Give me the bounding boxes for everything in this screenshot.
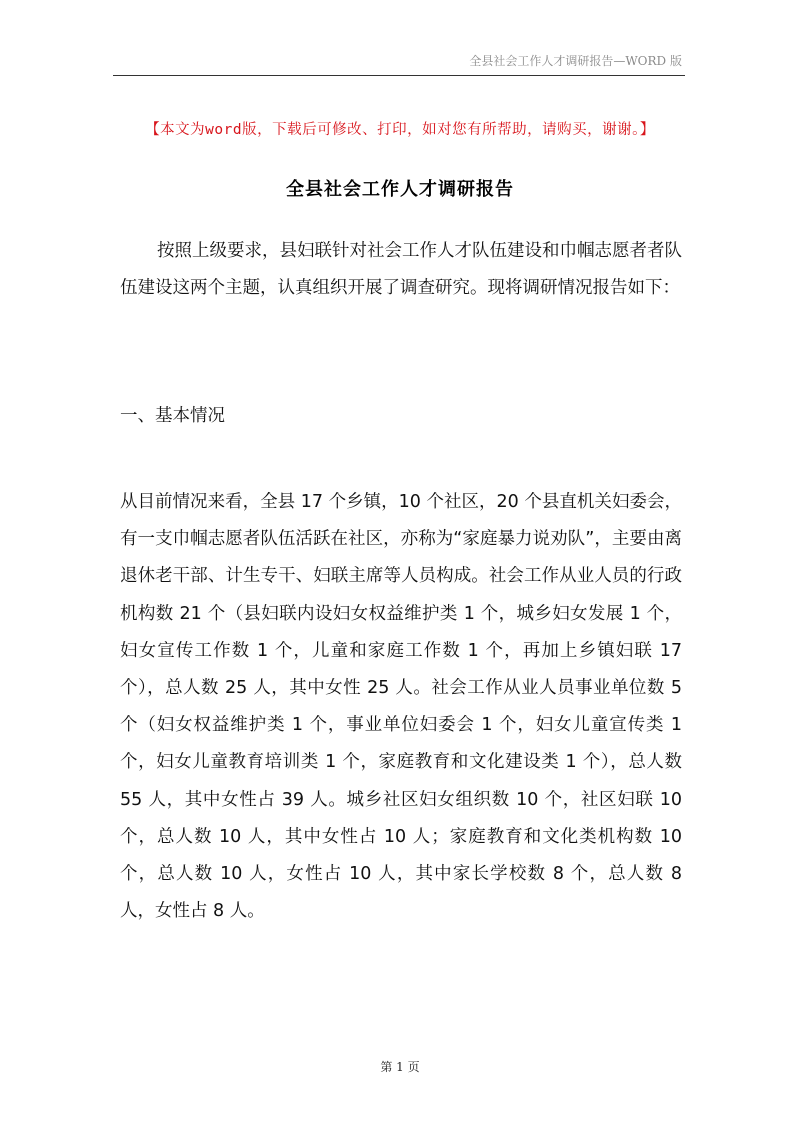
page-number: 第 1 页 <box>380 1060 420 1074</box>
running-header-title: 全县社会工作人才调研报告—WORD 版 <box>469 54 682 68</box>
document-title: 全县社会工作人才调研报告 <box>286 179 514 200</box>
header-divider <box>113 75 685 76</box>
intro-paragraph: 按照上级要求，县妇联针对社会工作人才队伍建设和巾帼志愿者者队伍建设这两个主题，认真组织开展了调查研究。现将调研情况报告如下： <box>120 241 682 299</box>
section-heading-basic-situation: 一、基本情况 <box>120 406 225 426</box>
purchase-notice: 【本文为word版，下载后可修改、打印，如对您有所帮助，请购买，谢谢。】 <box>145 122 655 138</box>
basic-situation-paragraph: 从目前情况来看，全县 17 个乡镇，10 个社区，20 个县直机关妇委会，有一支巾帼志愿者队伍活跃在社区，亦称为“家庭暴力说劝队”，主要由离退休老干部、计生专干、妇联主席等人员构成。社会工作从业人员的行政机构数 21 个（县妇联内设妇女权益维护类 1 个，城乡妇女发展 1 个，妇女宣传工作数 1 个，儿童和家庭工作数 1 个，再加上乡镇妇联 17 个），总人数 25 人，其中女性 25 人。社会工作从业人员事业单位数 5 个（妇女权益维护类 1 个，事业单位妇委会 1 个，妇女儿童宣传类 1 个，妇女儿童教育培训类 1 个，家庭教育和文化建设类 1 个），总人数 55 人，其中女性占 39 人。城乡社区妇女组织数 10 个，社区妇联 10 个，总人数 10 人，其中女性占 10 人；家庭教育和文化类机构数 10 个，总人数 10 人，女性占 10 人，其中家长学校数 8 个，总人数 8 人，女性占 8 人。 <box>120 492 682 922</box>
